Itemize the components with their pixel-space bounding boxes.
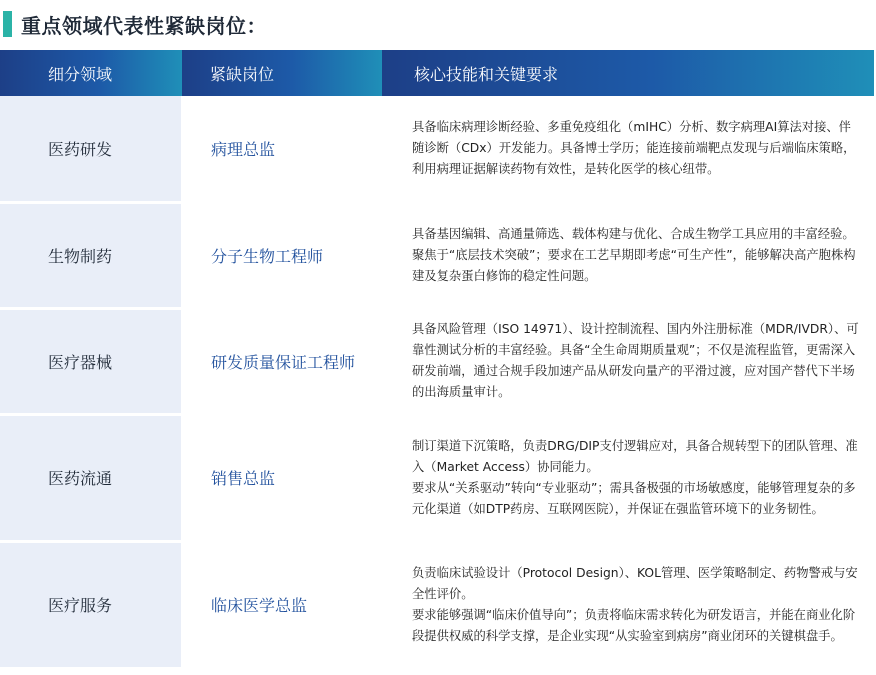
section-header (0, 6, 267, 42)
section-title: 重点领域代表性紧缺岗位： (21, 13, 267, 38)
table-row (0, 541, 874, 668)
skills-cell (382, 202, 874, 308)
skills-text: 负责临床试验设计（Protocol Design）、KOL管理、医学策略制定、药物警戒与安全性评价。 (412, 565, 858, 601)
domain-cell: 医药研发 (0, 96, 182, 202)
skills-text: 制订渠道下沉策略，负责DRG/DIP支付逻辑应对，具备合规转型下的团队管理、准入（Market Access）协同能力。 (412, 438, 858, 474)
skills-text: 要求能够强调“临床价值导向”；负责将临床需求转化为研发语言，并能在商业化阶段提供权威的科学支撑，是企业实现“从实验室到病房”商业闭环的关键棋盘手。 (412, 607, 856, 643)
skills-text: 具备风险管理（ISO 14971）、设计控制流程、国内外注册标准（MDR/IVDR）、可靠性测试分析的丰富经验。具备“全生命周期质量观”；不仅是流程监管，更需深入研发前端，通过合规手段加速产品从研发向量产的平滑过渡，应对国产替代下半场的出海质量审计。 (412, 322, 859, 399)
position-cell: 临床医学总监 (182, 541, 382, 668)
skills-text: 要求从“关系驱动”转向“专业驱动”；需具备极强的市场敏感度，能够管理复杂的多元化渠道（如DTP药房、互联网医院），并保证在强监管环境下的业务韧性。 (412, 480, 856, 516)
position-cell: 销售总监 (182, 414, 382, 541)
domain-cell: 医药流通 (0, 414, 182, 541)
table-row (0, 202, 874, 308)
domain-cell: 医疗服务 (0, 541, 182, 668)
position-cell: 分子生物工程师 (182, 202, 382, 308)
domain-cell: 生物制药 (0, 202, 182, 308)
position-cell: 病理总监 (182, 96, 382, 202)
skills-cell (382, 541, 874, 668)
skills-text: 具备临床病理诊断经验、多重免疫组化（mIHC）分析、数字病理AI算法对接、伴随诊断（CDx）开发能力。具备博士学历；能连接前端靶点发现与后端临床策略，利用病理证据解读药物有效性，是转化医学的核心纽带。 (412, 119, 856, 176)
skills-cell (382, 308, 874, 414)
header-domain: 细分领域 (0, 50, 182, 96)
shortage-positions-table (0, 50, 874, 670)
header-skills: 核心技能和关键要求 (382, 50, 874, 96)
skills-cell (382, 414, 874, 541)
title-accent-bar (3, 11, 12, 37)
domain-cell: 医疗器械 (0, 308, 182, 414)
position-cell: 研发质量保证工程师 (182, 308, 382, 414)
header-position: 紧缺岗位 (182, 50, 382, 96)
table-row (0, 96, 874, 202)
table-row (0, 308, 874, 414)
skills-cell (382, 96, 874, 202)
skills-text: 具备基因编辑、高通量筛选、载体构建与优化、合成生物学工具应用的丰富经验。聚焦于“底层技术突破”；要求在工艺早期即考虑“可生产性”，能够解决高产胞株构建及复杂蛋白修饰的稳定性问题。 (412, 226, 856, 283)
table-header-row (0, 50, 874, 96)
table-row (0, 414, 874, 541)
